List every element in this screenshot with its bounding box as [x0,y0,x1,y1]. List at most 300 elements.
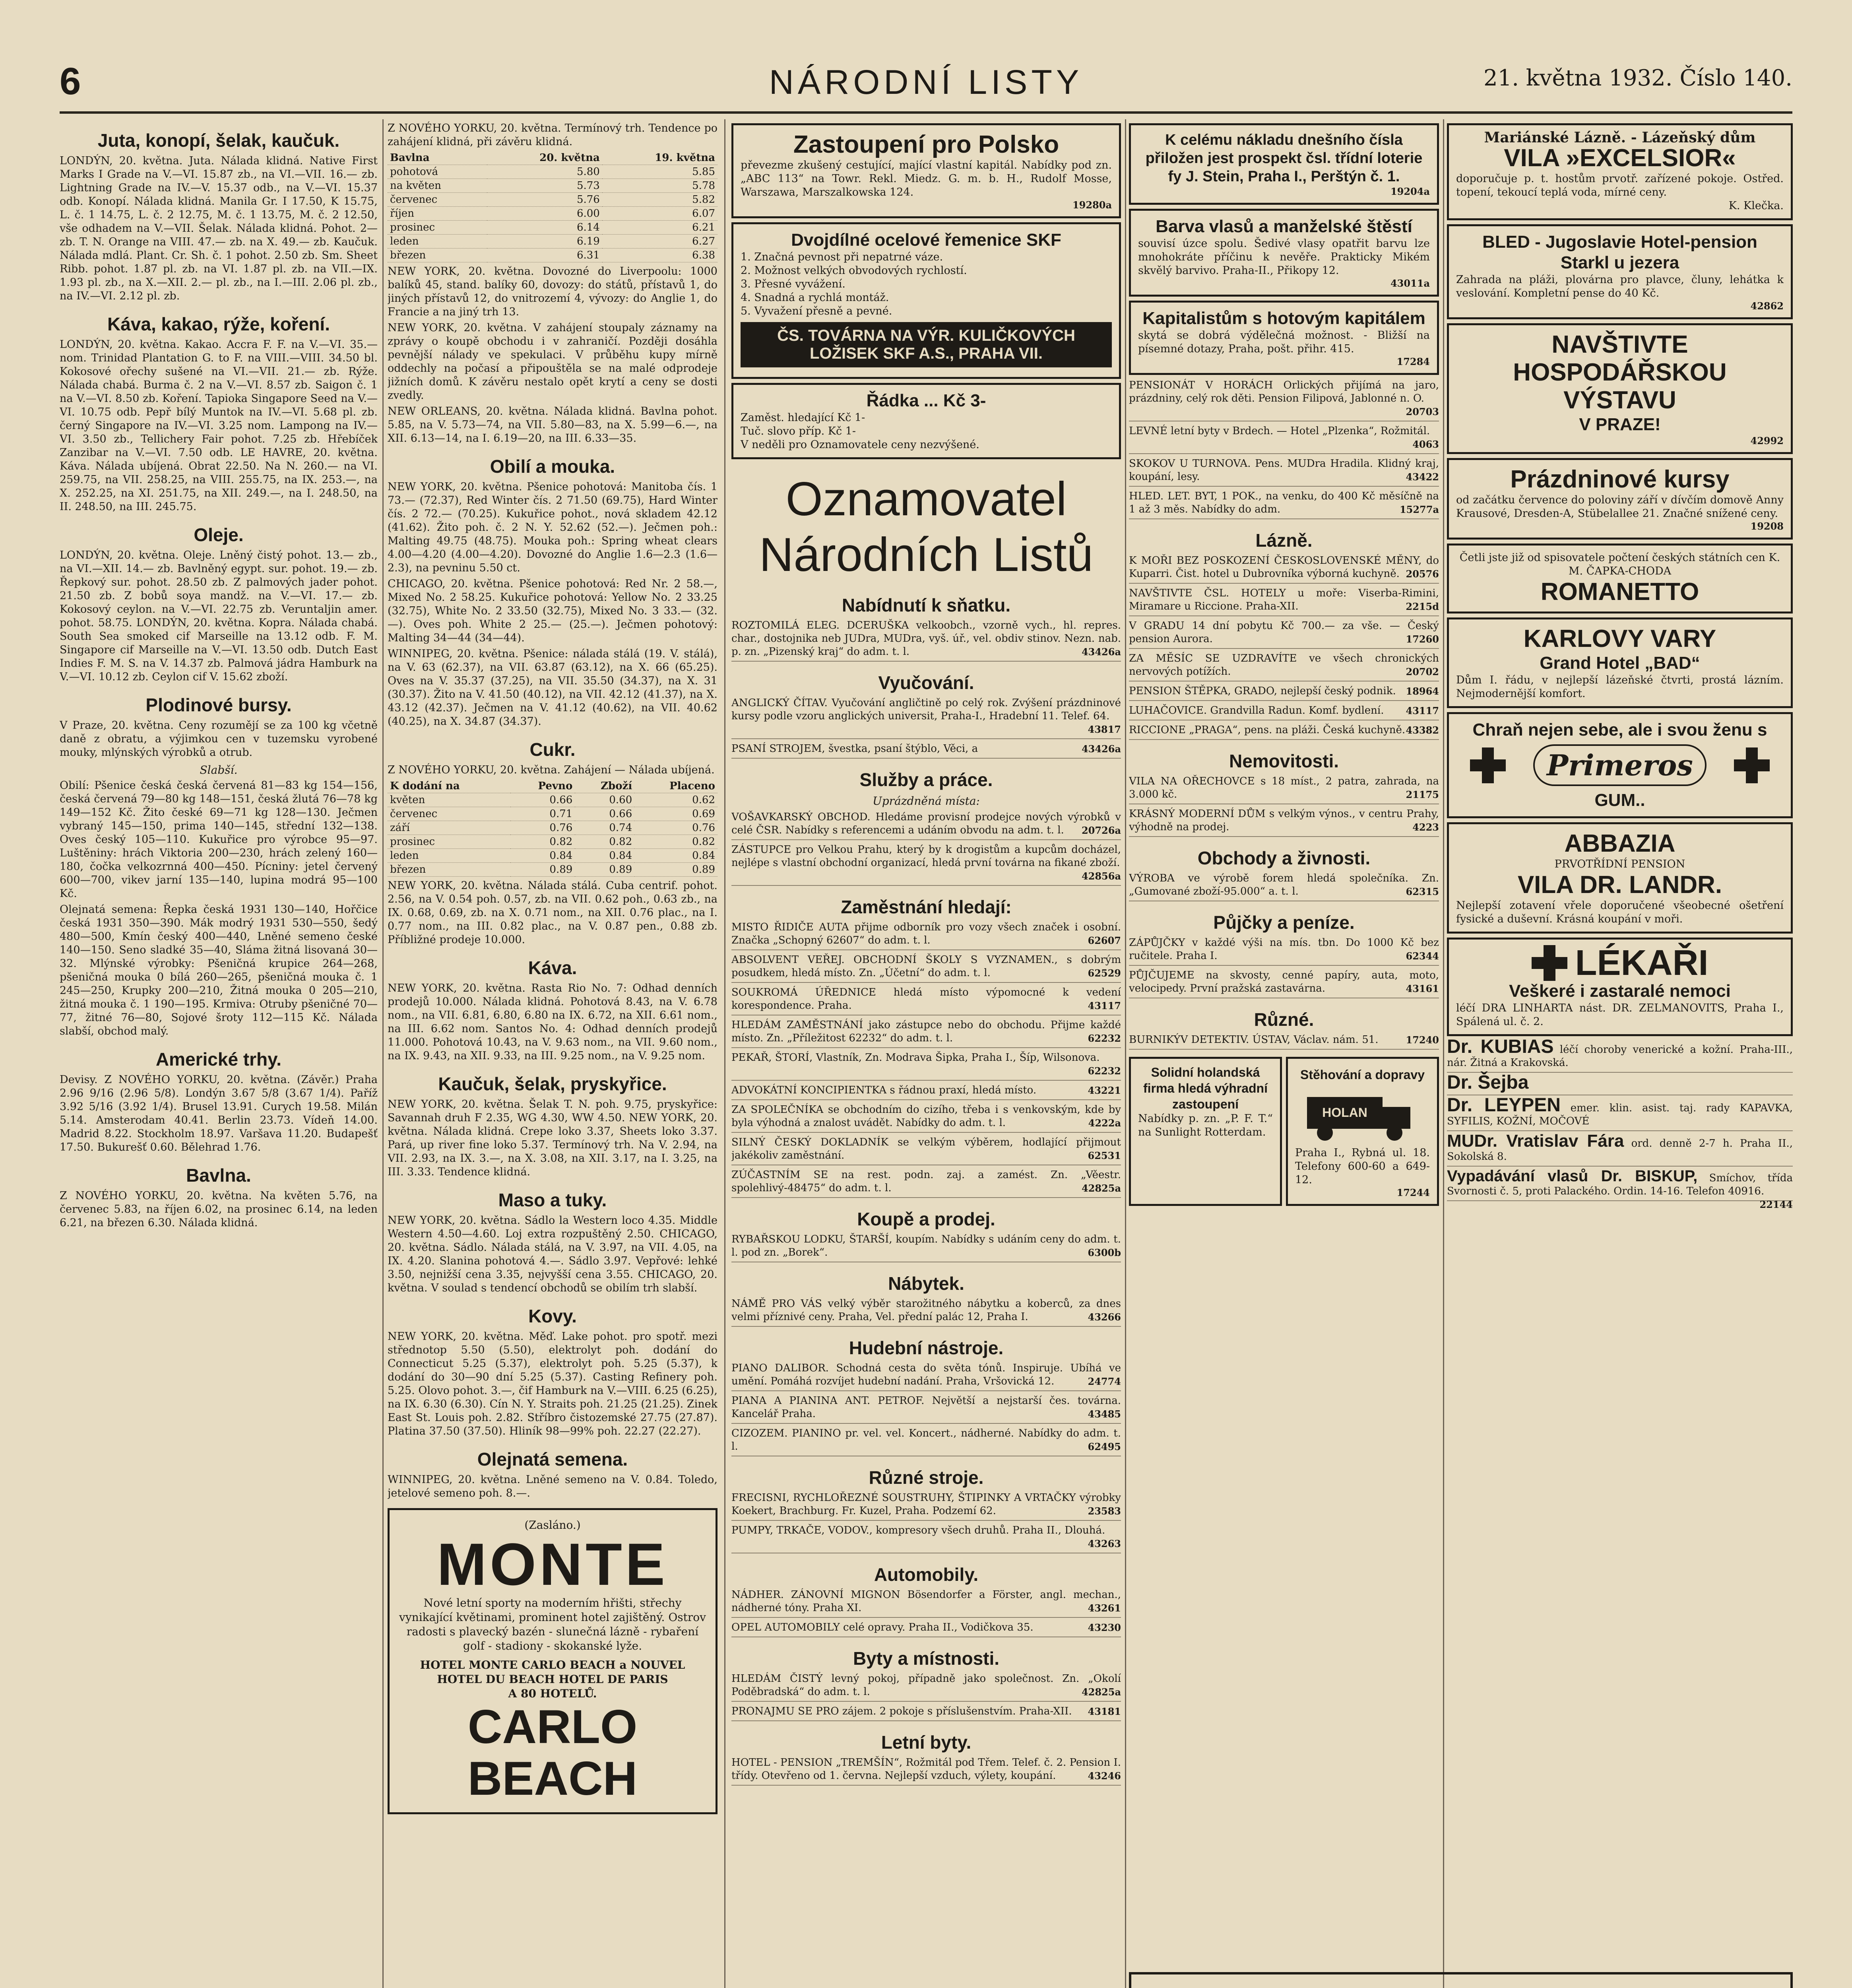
table-row [388,207,718,221]
section-heading: Služby a práce. [859,769,993,790]
ad-code: 42862 [1750,300,1784,312]
classifieds-column [731,119,1121,1988]
ad-text: KRÁSNÝ MODERNÍ DŮM s velkým výnos., v centru Prahy, výhodně na prodej. [1129,808,1439,833]
classified-ad [1129,457,1439,487]
ad-code: 19280a [1072,199,1112,211]
ad-code: 62315 [1406,886,1439,897]
classified-ad [1129,808,1439,837]
market-report: V Praze, 20. května. Ceny rozumějí se za 100 kg včetně daně z obratu, a výjimkou cen v tuzemsku vyrobené mouky, mlýnských výrobků a otrub. [60,719,378,759]
ad-text: SILNÝ ČESKÝ DOKLADNÍK se velkým výběrem, hodlající přijmout jakékoliv zaměstnání. [731,1136,1121,1161]
cross-icon [1532,945,1567,981]
romanetto-lead: Četli jste již od spisovatele počtení českých státních cen K. M. ČAPKA-CHODA [1459,551,1780,577]
excelsior-title: VILA »EXCELSIOR« [1504,144,1736,172]
section-heading: Obchody a živnosti. [1197,848,1371,868]
classified-ad [731,1705,1121,1721]
skf-point: 1. Značná pevnost při nepatrné váze. [741,251,943,263]
market-report: LONDÝN, 20. května. Oleje. Lněný čistý pohot. 13.— zb., na VI.—XII. 14.— zb. Bavlněný egypt. sur. pohot. 19.— zb. Řepkový sur. pohot. 28.50 zb. Z palmových jader pohot. 21.50 zb. Z bobů soya mandž. na V.—VI. 17.— zb. Kokosový ceylon. na V.—VI. 22.75 zb. Veruntaljin amer. pohot. 58.75. LONDÝN, 20. května. Kopra. Nálada chabá. South Sea smoked cif Marseille na 13.12 odb. F. M. Singapore cif Marseille na V.—VI. 13.50 odb. Dutch East Indies F. M. S. na V. 14.37 zb. Palmová jádra Hamburk na V.—VI. 10.12 zb. Ceylon cif V. 15.62 zboží. [60,549,378,683]
ad-code: 6300b [1088,1247,1121,1258]
sejba-ad [1447,1072,1793,1095]
table-cell: červenec [388,807,510,821]
cross-icon [1470,747,1506,783]
abbazia-subtitle: PRVOTŘÍDNÍ PENSION [1554,858,1685,870]
classified-ad [731,1621,1121,1637]
classified-ad [1129,587,1439,616]
table-header-cell: 20. května [487,151,602,165]
ad-code: 62495 [1088,1441,1121,1452]
section-heading: Nábytek. [888,1273,964,1294]
kubias-text: léčí choroby venerické a kožní. Praha-III., nár. Žitná a Krakovská. [1447,1044,1793,1069]
section-subheading: Uprázdněná místa: [873,794,980,808]
market-report: Z NOVÉHO YORKU, 20. května. Zahájení — Nálada ubíjená. [388,764,715,776]
monte-hotel: HOTEL MONTE CARLO BEACH a NOUVEL HOTEL DU BEACH HOTEL DE PARIS [420,1658,685,1686]
market-report: NEW YORK, 20. května. Pšenice pohotová: Manitoba čís. 1 73.— (72.37), Red Winter čís. 2 71.50 (69.75), Hard Winter čís. 2 72.— (70.25). Kukuřice pohot., nová skladem 42.12 (41.62). Žito poh. č. 2 N. Y. 52.62 (52.—). Ječmen poh.: Malting 49.75 (48.75). Mouka poh.: Spring wheat clears 4.00—4.20 (4.00—4.20). Dovozné do Anglie 1.6—2.3 (1.6—2.3), na pevninu 5.50 ct. [388,481,718,574]
classified-ad [1129,724,1439,740]
classified-ad [731,953,1121,983]
ad-code: 43382 [1406,724,1439,736]
section-heading: Bavlna. [186,1165,251,1186]
table-header-cell: 19. května [602,151,718,165]
section-heading: Oleje. [194,524,244,545]
ad-text: PENSION ŠTĚPKA, GRADO, nejlepší český podnik. [1129,685,1396,697]
monte-lead: Nové letní sporty na moderním hřišti, střechy vynikající květinami, prominent hotel zajištěný. Ostrov radosti s plavecký bazén - slunečná lázně - rybaření golf - stadiony - skokanské lyže. [399,1596,706,1652]
table-cell: leden [388,849,510,863]
exhibition-line-3: V PRAZE! [1579,415,1661,434]
classified-ad [731,619,1121,662]
courses-title: Prázdninové kursy [1510,466,1730,493]
market-report: Z NOVÉHO YORKU, 20. května. Na květen 5.76, na červenec 5.83, na říjen 6.02, na prosinec 6.14, na leden 6.21, na březen 6.30. Nálada klidná. [60,1190,378,1229]
biskup-name: Vypadávání vlasů Dr. BISKUP, [1447,1167,1698,1185]
classified-ad [1129,936,1439,966]
table-cell: 5.78 [602,179,718,193]
kubias-ad [1447,1036,1793,1073]
ad-text: ANGLICKÝ ČÍTAV. Vyučování angličtině po celý rok. Zvýšení prázdninové kursy podle vzoru anglických universit, Praha-I., Hradební 11. Telef. 64. [731,697,1121,722]
rate-line: V neděli pro Oznamovatele ceny nezvýšené. [741,439,979,451]
table-cell: 6.07 [602,207,718,221]
column-divider [382,119,384,1988]
section-heading: Zaměstnání hledají: [841,897,1012,917]
classified-ad [731,921,1121,950]
section-heading: Letní byty. [881,1732,972,1753]
table-cell: 5.73 [487,179,602,193]
moving-ad [1286,1057,1439,1206]
ad-text: PRONAJMU SE PRO zájem. 2 pokoje s příslušenstvím. Praha-XII. [731,1705,1072,1717]
ad-code: 43161 [1406,983,1439,994]
ad-code: 20702 [1406,666,1439,678]
ad-code: 19208 [1750,520,1784,532]
table-cell: na květen [388,179,487,193]
classified-ad [1129,619,1439,649]
dutch-firm-ad [1129,1057,1282,1206]
classified-ad [731,1427,1121,1456]
classified-ad [1129,685,1439,701]
bled-text: Zahrada na pláži, plovárna pro plavce, čluny, lehátka k veslování. Kompletní pense do 40 Kč. [1456,274,1784,299]
ad-code: 42825a [1081,1686,1121,1698]
sejba-name: Dr. Šejba [1447,1072,1529,1093]
table-row [388,835,718,849]
table-row [388,165,718,179]
table-cell: 6.38 [602,248,718,262]
ad-code: 42856a [1081,870,1121,882]
capital-ad [1129,301,1439,375]
table-cell: březen [388,248,487,262]
masthead: NÁRODNÍ LISTY [769,63,1083,101]
table-header-cell: Bavlna [388,151,487,165]
ad-code: 43011a [1390,278,1430,289]
ad-code: 62531 [1088,1150,1121,1161]
section-heading: Americké trhy. [155,1049,282,1070]
ad-text: LEVNÉ letní byty v Brdech. — Hotel „Plzenka“, Rožmitál. [1129,425,1430,437]
classifieds-column-2 [1129,119,1439,1988]
ad-code: 4222a [1088,1117,1121,1129]
romanetto-ad [1447,544,1793,613]
fara-name: MUDr. Vratislav Fára [1447,1131,1624,1151]
classified-ad [1129,490,1439,519]
ad-code: 62232 [1088,1033,1121,1044]
table-cell: 0.76 [510,821,575,835]
table-cell: 0.84 [510,849,575,863]
ad-text: RYBAŘSKOU LODKU, ŠTARŠÍ, koupím. Nabídky s udáním ceny do adm. t. l. pod zn. „Borek“. [731,1233,1121,1258]
classified-ad [731,1051,1121,1081]
market-report: WINNIPEG, 20. května. Lněné semeno na V. 0.84. Toledo, jetelové semeno poh. 8.—. [388,1474,718,1499]
hair-title: Barva vlasů a manželské štěstí [1156,217,1412,236]
table-row [388,235,718,248]
abbazia-title: ABBAZIA [1564,830,1676,857]
classified-ad [731,1362,1121,1391]
table-cell: 6.27 [602,235,718,248]
table-cell: červenec [388,193,487,207]
ad-code: 43246 [1088,1770,1121,1782]
table-cell: pohotová [388,165,487,179]
ad-text: PIANA A PIANINA ANT. PETROF. Největší a nejstarší čes. továrna. Kancelář Praha. [731,1395,1121,1420]
leypen-name: Dr. LEYPEN [1447,1095,1561,1116]
market-report: Devisy. Z NOVÉHO YORKU, 20. května. (Závěr.) Praha 2.96 9/16 (2.96 5/8). Londýn 3.67 5/8 (3.67 1/4). Paříž 3.92 5/16 (3.92 1/4). Brusel 13.91. Curych 19.58. Milán 5.14. Amsterodam 40.41. Berlin 23.73. Vídeň 14.00. Madrid 8.22. Stockholm 18.97. Varšava 11.20. Budapešť 17.50. Bukurešť 0.60. Bělehrad 1.76. [60,1074,378,1153]
ad-code: 43266 [1088,1311,1121,1323]
classified-ad [731,1588,1121,1618]
section-heading: Obilí a mouka. [490,456,615,477]
hair-text: souvisí úzce spolu. Šedivé vlasy opatřit barvu lze mnohokráte příčinu k nevěře. Prakticky Mikém skvělý barvivo. Praha-II., Přikopy 12. [1138,237,1430,277]
table-cell: 0.71 [510,807,575,821]
market-reports-column [60,119,378,1988]
section-heading: Káva. [528,957,577,978]
doctors-title: LÉKAŘI [1575,943,1708,983]
table-row [388,248,718,262]
moving-title: Stěhování a dopravy [1300,1068,1425,1082]
excelsior-ad [1447,123,1793,220]
skf-point: 3. Přesné vyvážení. [741,278,846,290]
classified-ad [731,1524,1121,1553]
table-cell: květen [388,793,510,807]
market-report: LONDÝN, 20. května. Juta. Nálada klidná. Native First Marks I Grade na V.—VI. 15.87 zb., na VI.—VII. 16.— zb. Lightning Grade na IV.—V. 15.37 odb., na V.—VI. 15.37 odb. Konopí. Nálada klidná. Manila Gr. I 17.50, K 15.75, L. č. 1 14.75, L. č. 2 12.75, M. č. 1 13.75, M. č. 2 12.50, vše odhadem na V.—VII. Šelak. Nálada klidná. Pohot. 2— zb. T. N. Orange na VIII. 47.— zb. na X. 49.— zb. Kaučuk. Nálada mdlá. Plant. Cr. Sh. č. 1 pohot. 2.50 zb. Sm. Sheet Ribb. pohot. 1.87 pl. zb. na VI. 1.87 pl. zb. na VII.—IX. 1.93 pl. zb., na X.—XII. 2.— pl. zb., na I.—III. 2.06 pl. zb., na IV.—VI. 2.12 pl. zb. [60,155,378,302]
monte-title: MONTE [437,1531,668,1598]
ad-text: PENSIONÁT V HORÁCH Orlických přijímá na jaro, prázdniny, celý rok děti. Pension Filipová, Jablonné n. O. [1129,379,1439,404]
ad-text: ZÁSTUPCE pro Velkou Prahu, který by k drogistům a kupcům docházel, nejlépe s vlastní obchodní organizací, hledá první továrna na fikané zboží. [731,844,1121,869]
classified-ad [731,811,1121,840]
lottery-ad [1129,123,1439,205]
market-report: NEW YORK, 20. května. Měď. Lake pohot. pro spotř. mezi střednotop 5.50 (5.50), elektrolyt poh. dodání do Connecticut 5.25 (5.37), elektrolyt poh. 5.25 (5.37), k dodání do 30—90 dní 5.25 (5.37). Casting Refinery poh. 5.25. Olovo pohot. 3.—, čif Hamburk na V.—VIII. 6.25 (6.25), na IX. 6.30 (6.30). Cín N. Y. Straits poh. 21.25 (21.25). Zinek East St. Louis poh. 2.82. Stříbro čistozemské 27.75 (27.87). Platina 37.50 (37.50). Hliník 98—99% poh. 22.27 (22.27). [388,1330,718,1437]
table-row [388,179,718,193]
table-cell: prosinec [388,835,510,849]
classified-ad [731,1672,1121,1702]
table-row [388,821,718,835]
monte-title-2: CARLO BEACH [467,1700,638,1805]
table-cell: 5.80 [487,165,602,179]
section-heading: Byty a místnosti. [853,1648,1000,1669]
doctors-ad [1447,938,1793,1036]
market-report: Olejnatá semena: Řepka česká 1931 130—140, Hořčice česká 1931 350—390. Mák modrý 1931 530—550, šedý 480—500, Kmín český 400—440, Lněné semeno české 140—150. Seno sladké 35—40, Sláma žitná lisovaná 30—32. Mlýnské výrobky: Pšeničná krupice 264—268, pšeničná mouka 0 bílá 260—265, pšeničná mouka č. 1 245—250, Krupky 200—210, Žitná mouka 0 205—210, žitná mouka č. 1 190—195. Krmiva: Otruby pšeničné 70—77, žitné 76—80, Sojové šroty 112—115 Kč. Nálada slabší, obchod malý. [60,903,378,1037]
table-cell: prosinec [388,221,487,235]
market-reports-column-2 [388,119,718,1988]
fara-ad [1447,1131,1793,1167]
table-row [388,793,718,807]
biskup-text: Smíchov, třída Svornosti č. 5, proti Palackého. Ordin. 14-16. Telefon 40916. [1447,1172,1793,1197]
ad-code: 17260 [1406,633,1439,645]
market-report: NEW YORK, 20. května. V zahájení stoupaly záznamy na zprávy o koupě obchodu i v zahraničí. Později dosáhla pevnější nálady ve spekulaci. V průběhu kupy mírně oddechly na počasí a připouštěla se na malé odprodeje jižních domů. K závěru nestalo opět krytí a ceny se dosti zvedly. [388,322,718,402]
table-header-cell: Zboží [575,779,634,793]
section-subheading: Slabší. [200,763,238,777]
ad-code: 15277a [1399,504,1439,515]
leypen-ad [1447,1095,1793,1131]
classified-ad [1129,704,1439,720]
landr-text: Nejlepší zotavení vřele doporučené všeobecné ošetření fysické a duševní. Krásná koupání v moři. [1456,899,1784,925]
ad-text: PSANÍ STROJEM, švestka, psaní štýblo, Věci, a [731,743,978,755]
ad-code: 42992 [1750,435,1784,447]
exhibition-line-2: HOSPODÁŘSKOU VÝSTAVU [1513,359,1727,414]
table-cell: 0.84 [575,849,634,863]
kubias-name: Dr. KUBIAS [1447,1036,1554,1057]
classified-ad [1129,775,1439,804]
capital-text: skytá se dobrá výdělečná možnost. - Bližší na písemné dotazy, Praha, pošt. přihr. 415. [1138,329,1430,355]
ad-code: 43230 [1088,1622,1121,1633]
classified-ad [1129,554,1439,584]
ad-code: 20703 [1406,406,1439,417]
cotton-intro: Z NOVÉHO YORKU, 20. května. Termínový trh. Tendence po zahájení klidná, při závěru klidná. [388,122,718,148]
lottery-text: K celému nákladu dnešního čísla přiložen jest prospekt čsl. třídní loterie fy J. Stein, Praha I., Perštýn č. 1. [1145,132,1423,185]
table-header-cell: Pevno [510,779,575,793]
rates-box [731,383,1121,459]
section-heading: Olejnatá semena. [477,1449,628,1470]
market-report: NEW YORK, 20. května. Rasta Rio No. 7: Odhad denních prodejů 10.000. Nálada klidná. Pohotová 8.43, na V. 6.78 nom., na VII. 6.81, 6.80, 6.80 na IX. 6.72, na XII. 6.61 nom., na III. 6.62 nom. Santos No. 4: Odhad denních prodejů 11.000. Pohotová 10.43, na V. 9.63 nom., na VII. 9.60 nom., na IX. 9.43, na XII. 9.33, na III. 9.25 nom., na V. 9.25 nom. [388,982,718,1062]
classified-ad [1129,1033,1439,1050]
section-heading: Juta, konopí, šelak, kaučuk. [97,130,340,151]
section-heading: Různé stroje. [869,1467,984,1488]
table-row [388,193,718,207]
table-header-cell: Placeno [634,779,718,793]
table-cell: 0.89 [510,863,575,877]
ad-text: PUMPY, TRKAČE, VODOV., kompresory všech druhů. Praha II., Dlouhá. [731,1524,1105,1536]
market-report: CHICAGO, 20. května. Pšenice pohotová: Red Nr. 2 58.—, Mixed No. 2 58.25. Kukuřice pohotová: Yellow No. 2 33.25 (32.75), White No. 2 33.50 (32.75), Mixed No. 3 33.— (32.—). Oves poh. White 2 25.— (25.—). Ječmen pohotový: Malting 34—44 (34—44). [388,578,718,644]
funeral-notice [1129,1972,1793,1988]
primeros-lead: Chraň nejen sebe, ale i svou ženu s [1472,720,1767,740]
rate-line: Zaměst. hledající Kč 1- [741,412,865,424]
classified-ad [1129,425,1439,454]
table-cell: 0.82 [634,835,718,849]
hair-ad [1129,209,1439,297]
ad-text: ROZTOMILÁ ELEG. DCERUŠKA velkoobch., vzorně vych., hl. repres. char., dostojnika neb JUDra, MUDra, vyš. úř., vel. obdiv stinov. Nezn. nab. p. zn. „Pizenský kraj“ do adm. t. l. [731,619,1121,658]
table-cell: 0.60 [575,793,634,807]
section-heading: Plodinové bursy. [145,695,292,715]
ad-text: CIZOZEM. PIANINO pr. vel. vel. Koncert., nádherné. Nabídky do adm. t. l. [731,1427,1121,1452]
column-divider [724,119,725,1988]
karlovy-vary-title: KARLOVY VARY [1523,625,1716,652]
ad-text: ZÚČASTNÍM SE na rest. podn. zaj. a zamést. Zn. „Věestr. spolehlivý-48475“ do adm. t. l. [731,1169,1121,1194]
excelsior-text: doporučuje p. t. hostům prvotř. zařízené pokoje. Ostřed. topení, tekoucí teplá voda, mírné ceny. [1456,173,1784,198]
ad-text: ADVOKÁTNÍ KONCIPIENTKA s řádnou praxí, hledá místo. [731,1084,1037,1096]
ad-text: VILA NA OŘECHOVCE s 18 míst., 2 patra, zahrada, na 3.000 kč. [1129,775,1439,800]
table-cell: 0.62 [634,793,718,807]
header [60,60,1792,107]
table-cell: 0.89 [634,863,718,877]
ad-code: 4063 [1412,439,1439,450]
market-report: LONDÝN, 20. května. Kakao. Accra F. F. na V.—VI. 35.— nom. Trinidad Plantation G. to F. na VIII.—VIII. 34.50 bl. Kokosové ořechy sušené na VI.—VII. 21.— zb. Rýže. Nálada chabá. Burma č. 2 na V.—VI. 8.57 zb. Saigon č. 1 na V.—VI. 8.50 zb. Koření. Tapioka Singapore Seed na V.—VI. 10.75 odb. Pepř bílý Muntok na IV.—VI. 5.68 pl. zb. černý Singapore na IV.—VI. 3.25 nom. Lampong na IV.—VI. 3.50 zb., Tellichery Fair pohot. 7.25 zb. Hřebíček Zanzibar na V.—VI. 7.50 odb. LE HAVRE, 20. května. Káva. Nálada ubíjená. Obrat 22.50. Na N. 260.— na VI. 259.75, na VII. 258.25, na VIII. 255.75, na IX. 253.—, na X. 252.25, na XI. 251.75, na XII. 249.—, na I. 248.50, na II. 248.50, na III. 245.75. [60,338,378,513]
classified-ad [1129,652,1439,681]
bad-hotel-title: Grand Hotel „BAD“ [1540,653,1700,673]
table-cell: 5.82 [602,193,718,207]
zastoupeni-text: převezme zkušený cestující, mající vlastní kapitál. Nabídky pod zn. „ABC 113“ na Towr. Rekl. Miedz. G. m. b. H., Rudolf Mosse, Warszawa, Marszalkowska 124. [741,159,1112,198]
sugar-table [388,779,718,877]
section-heading: Koupě a prodej. [857,1209,995,1229]
ad-text: NÁDHER. ZÁNOVNÍ MIGNON Bösendorfer a Förster, angl. mechan., nádherné tóny. Praha XI. [731,1589,1121,1614]
leypen-text: emer. klin. asist. taj. rady KAPAVKA, SYFILIS, KOŽNÍ, MOČOVÉ [1447,1102,1793,1127]
ad-text: K MOŘI BEZ POSKOZENÍ ČESKOSLOVENSKÉ MĚNY, do Kuparri. Čist. hotel u Dubrovníka výborná kuchyně. [1129,555,1439,580]
column-divider [1443,119,1444,1988]
ad-text: ZÁPŮJČKY v každé výši na mís. tbn. Do 1000 Kč bez ručitele. Praha I. [1129,937,1439,962]
ad-code: 62607 [1088,935,1121,946]
table-cell: březen [388,863,510,877]
classified-ad [731,1756,1121,1786]
oznamovatel-heading [731,471,1121,582]
section-heading: Půjčky a peníze. [1213,912,1355,933]
ad-text: MISTO ŘIDIČE AUTA přijme odborník pro vozy všech značek i osobní. Značka „Schopný 62607“ do adm. t. l. [731,921,1121,946]
ad-text: BURNIKÝV DETEKTIV. ÚSTAV, Václav. nám. 51. [1129,1034,1379,1046]
romanetto-title: ROMANETTO [1540,578,1699,606]
ad-code: 24774 [1088,1376,1121,1387]
ad-text: PEKAŘ, ŠTORÍ, Vlastník, Zn. Modrava Šipka, Praha I., Šíp, Wilsonova. [731,1052,1100,1064]
ad-text: PIANO DALIBOR. Schodná cesta do světa tónů. Inspiruje. Ubíhá ve umění. Pomáhá rozvíjet hudební nadání. Praha, Vršovická 12. [731,1362,1121,1387]
ad-code: 43263 [1088,1538,1121,1549]
skf-footer: ČS. TOVÁRNA NA VÝR. KULIČKOVÝCH LOŽISEK SKF A.S., PRAHA VII. [741,322,1112,367]
table-cell: 6.21 [602,221,718,235]
table-cell: říjen [388,207,487,221]
ad-text: HLEDÁM ČISTÝ levný pokoj, případně jako společnost. Zn. „Okolí Poděbradská“ do adm. t. l. [731,1673,1121,1698]
rate-line: Tuč. slovo příp. Kč 1- [741,425,856,437]
skf-point: 4. Snadná a rychlá montáž. [741,291,889,304]
ad-code: 43221 [1088,1085,1121,1096]
ad-text: VOŠAVKARSKÝ OBCHOD. Hledáme provisní prodejce nových výrobků v celé ČSR. Nabídky s referencemi a udáním obvodu na adm. t. l. [731,811,1121,836]
bad-hotel-text: Dům I. řádu, v nejlepší lázeňské čtvrti, prostá lázním. Nejmodernější komfort. [1456,674,1784,700]
table-cell: 0.82 [575,835,634,849]
ad-text: SKOKOV U TURNOVA. Pens. MUDra Hradila. Klidný kraj, koupání, lesy. [1129,458,1439,483]
skf-point: 2. Možnost velkých obvodových rychlostí. [741,264,967,277]
classified-ad [1129,379,1439,421]
ad-code: 23583 [1088,1505,1121,1517]
market-report: WINNIPEG, 20. května. Pšenice: nálada stálá (19. V. stálá), na V. 63 (62.37), na VII. 63.87 (63.12), na X. 66 (65.25). Oves na V. 35.37 (37.25), na VII. 35.50 (34.37), na X. 31 (30.37). Žito na V. 41.50 (40.12), na VII. 42.12 (41.37), na X. 43.12 (42.37). Ječmen na V. 41.12 (40.62), na VII. 40.62 (40.25), na X. 34.87 (34.37). [388,648,718,728]
market-report: NEW ORLEANS, 20. května. Nálada klidná. Bavlna pohot. 5.85, na V. 5.73—74, na VII. 5.80—83, na X. 5.99—6.—, na XII. 6.13—14, na I. 6.19—20, na III. 6.33—35. [388,405,718,445]
ad-code: 43422 [1406,471,1439,483]
ad-code: 18964 [1406,685,1439,697]
classifieds-column-3 [1447,119,1793,1988]
classified-ad [731,742,1121,759]
ad-text: NAVŠTIVTE ČSL. HOTELY u moře: Viserba-Rimini, Miramare u Riccione. Praha-XII. [1129,587,1439,612]
ad-code: 43426a [1081,743,1121,755]
section-heading: Kovy. [528,1306,577,1326]
monte-tag: (Zasláno.) [524,1518,581,1532]
monte-price: A 80 HOTELŮ. [508,1687,597,1700]
ad-text: LUHAČOVICE. Grandvilla Radun. Komf. bydlení. [1129,705,1384,716]
ad-code: 43426a [1081,646,1121,658]
ad-code: 43261 [1088,1602,1121,1614]
table-cell: 0.74 [575,821,634,835]
table-row [388,807,718,821]
moving-address: Praha I., Rybná ul. 18. Telefony 600-60 a 649-12. [1295,1147,1430,1186]
classified-ad [731,1103,1121,1133]
classified-ad [731,1491,1121,1521]
ad-text: SOUKROMÁ ÚŘEDNICE hledá místo výpomocné k vedení korespondence. Praha. [731,986,1121,1011]
ad-code: 19204a [1390,186,1430,197]
section-heading: Kaučuk, šelak, pryskyřice. [438,1074,667,1094]
ad-code: 43117 [1088,1000,1121,1011]
bled-title: BLED - Jugoslavie Hotel-pension Starkl u jezera [1482,232,1757,272]
ad-code: 43485 [1088,1408,1121,1420]
table-cell: 0.66 [575,807,634,821]
fara-text: ord. denně 2-7 h. Praha II., Sokolská 8. [1447,1138,1793,1163]
table-cell: 6.31 [487,248,602,262]
table-row [388,849,718,863]
classified-ad [731,1394,1121,1424]
section-heading: Hudební nástroje. [849,1338,1004,1358]
ad-code: 20726a [1081,825,1121,836]
ad-text: HOTEL - PENSION „TREMŠÍN“, Rožmitál pod Třem. Telef. č. 2. Pension I. třídy. Otevřeno od 1. června. Nejlepší vzduch, výlety, koupání. [731,1757,1121,1782]
section-heading: Vyučování. [878,672,974,693]
ad-text: HLED. LET. BYT, 1 POK., na venku, do 400 Kč měsíčně na 1 až 3 měs. Nabídky do adm. [1129,490,1439,515]
ad-text: ABSOLVENT VEŘEJ. OBCHODNÍ ŠKOLY S VYZNAMEN., s dobrým posudkem, hledá místo. Zn. „Účetní“ do adm. t. l. [731,954,1121,979]
table-cell: 0.76 [634,821,718,835]
market-report: NEW YORK, 20. května. Sádlo la Western loco 4.35. Middle Western 4.50—4.60. Loj extra rozpuštěný 2.50. CHICAGO, 20. května. Sádlo. Nálada stálá, na V. 3.97, na VII. 4.05, na IX. 4.20. Slanina pohotová 4.—. Sádlo 3.97. Vepřové: lehké 3.50, nejnižší cena 3.35, nejvyšší cena 3.55. CHICAGO, 20. května. V soulad s tendencí obchodů se obilím trh slabší. [388,1214,718,1294]
dutch-firm-title: Solidní holandská firma hledá výhradní zastoupení [1143,1065,1268,1111]
section-heading: Automobily. [874,1564,979,1585]
ad-text: HLEDÁM ZAMĚSTNÁNÍ jako zástupce nebo do obchodu. Přijme každé místo. Zn. „Příležitost 62232“ do adm. t. l. [731,1019,1121,1044]
section-heading: Lázně. [1255,530,1313,551]
table-header-cell: K dodání na [388,779,510,793]
excelsior-sup: Mariánské Lázně. - Lázeňský dům [1484,129,1756,146]
monte-carlo-ad [388,1508,718,1814]
ad-text: OPEL AUTOMOBILY celé opravy. Praha II., Vodičkova 35. [731,1621,1034,1633]
ad-code: 43181 [1088,1706,1121,1717]
section-heading: Různé. [1254,1009,1314,1030]
ad-code: 62344 [1406,950,1439,962]
ad-code: 21175 [1406,789,1439,800]
table-cell: 0.84 [634,849,718,863]
zastoupeni-ad [731,123,1121,218]
classified-ad [731,1297,1121,1327]
table-cell: 0.66 [510,793,575,807]
diseases-text: léčí DRA LINHARTA nást. DR. ZELMANOVITS, Praha I., Spálená ul. č. 2. [1456,1002,1784,1028]
ad-text: NÁMĚ PRO VÁS velký výběr starožitného nábytku a koberců, za dnes velmi příznivé ceny. Praha, Vel. přední palác 12, Praha I. [731,1298,1121,1323]
table-row [388,221,718,235]
ad-text: RICCIONE „PRAGA“, pens. na pláži. Česká kuchyně. [1129,724,1406,736]
primeros-ad [1447,712,1793,818]
ad-code: 20576 [1406,568,1439,580]
classified-ad [1129,969,1439,998]
table-cell: 0.89 [575,863,634,877]
biskup-ad [1447,1167,1793,1210]
classified-ad [731,986,1121,1015]
market-report: NEW YORK, 20. května. Šelak T. N. poh. 9.75, pryskyřice: Savannah druh F 2.35, WG 4.30, WW 4.50. NEW YORK, 20. května. Nálada klidná. Crepe loko 3.37, Sheets loko 3.37. Pará, up river fine loko 5.37. Termínový trh. Na V. 2.94, na VII. 2.93, na IX. 3.—, na X. 3.08, na XII. 3.17, na I. 3.25, na III. 3.33. Tendence klidná. [388,1098,718,1178]
ad-code: 42825a [1081,1182,1121,1194]
column-divider [1125,119,1126,1988]
section-heading: Maso a tuky. [498,1190,607,1210]
ad-text: VÝROBA ve výrobě forem hledá společníka. Zn. „Gumované zboží-95.000“ a. t. l. [1129,872,1439,897]
header-rule [60,111,1792,114]
